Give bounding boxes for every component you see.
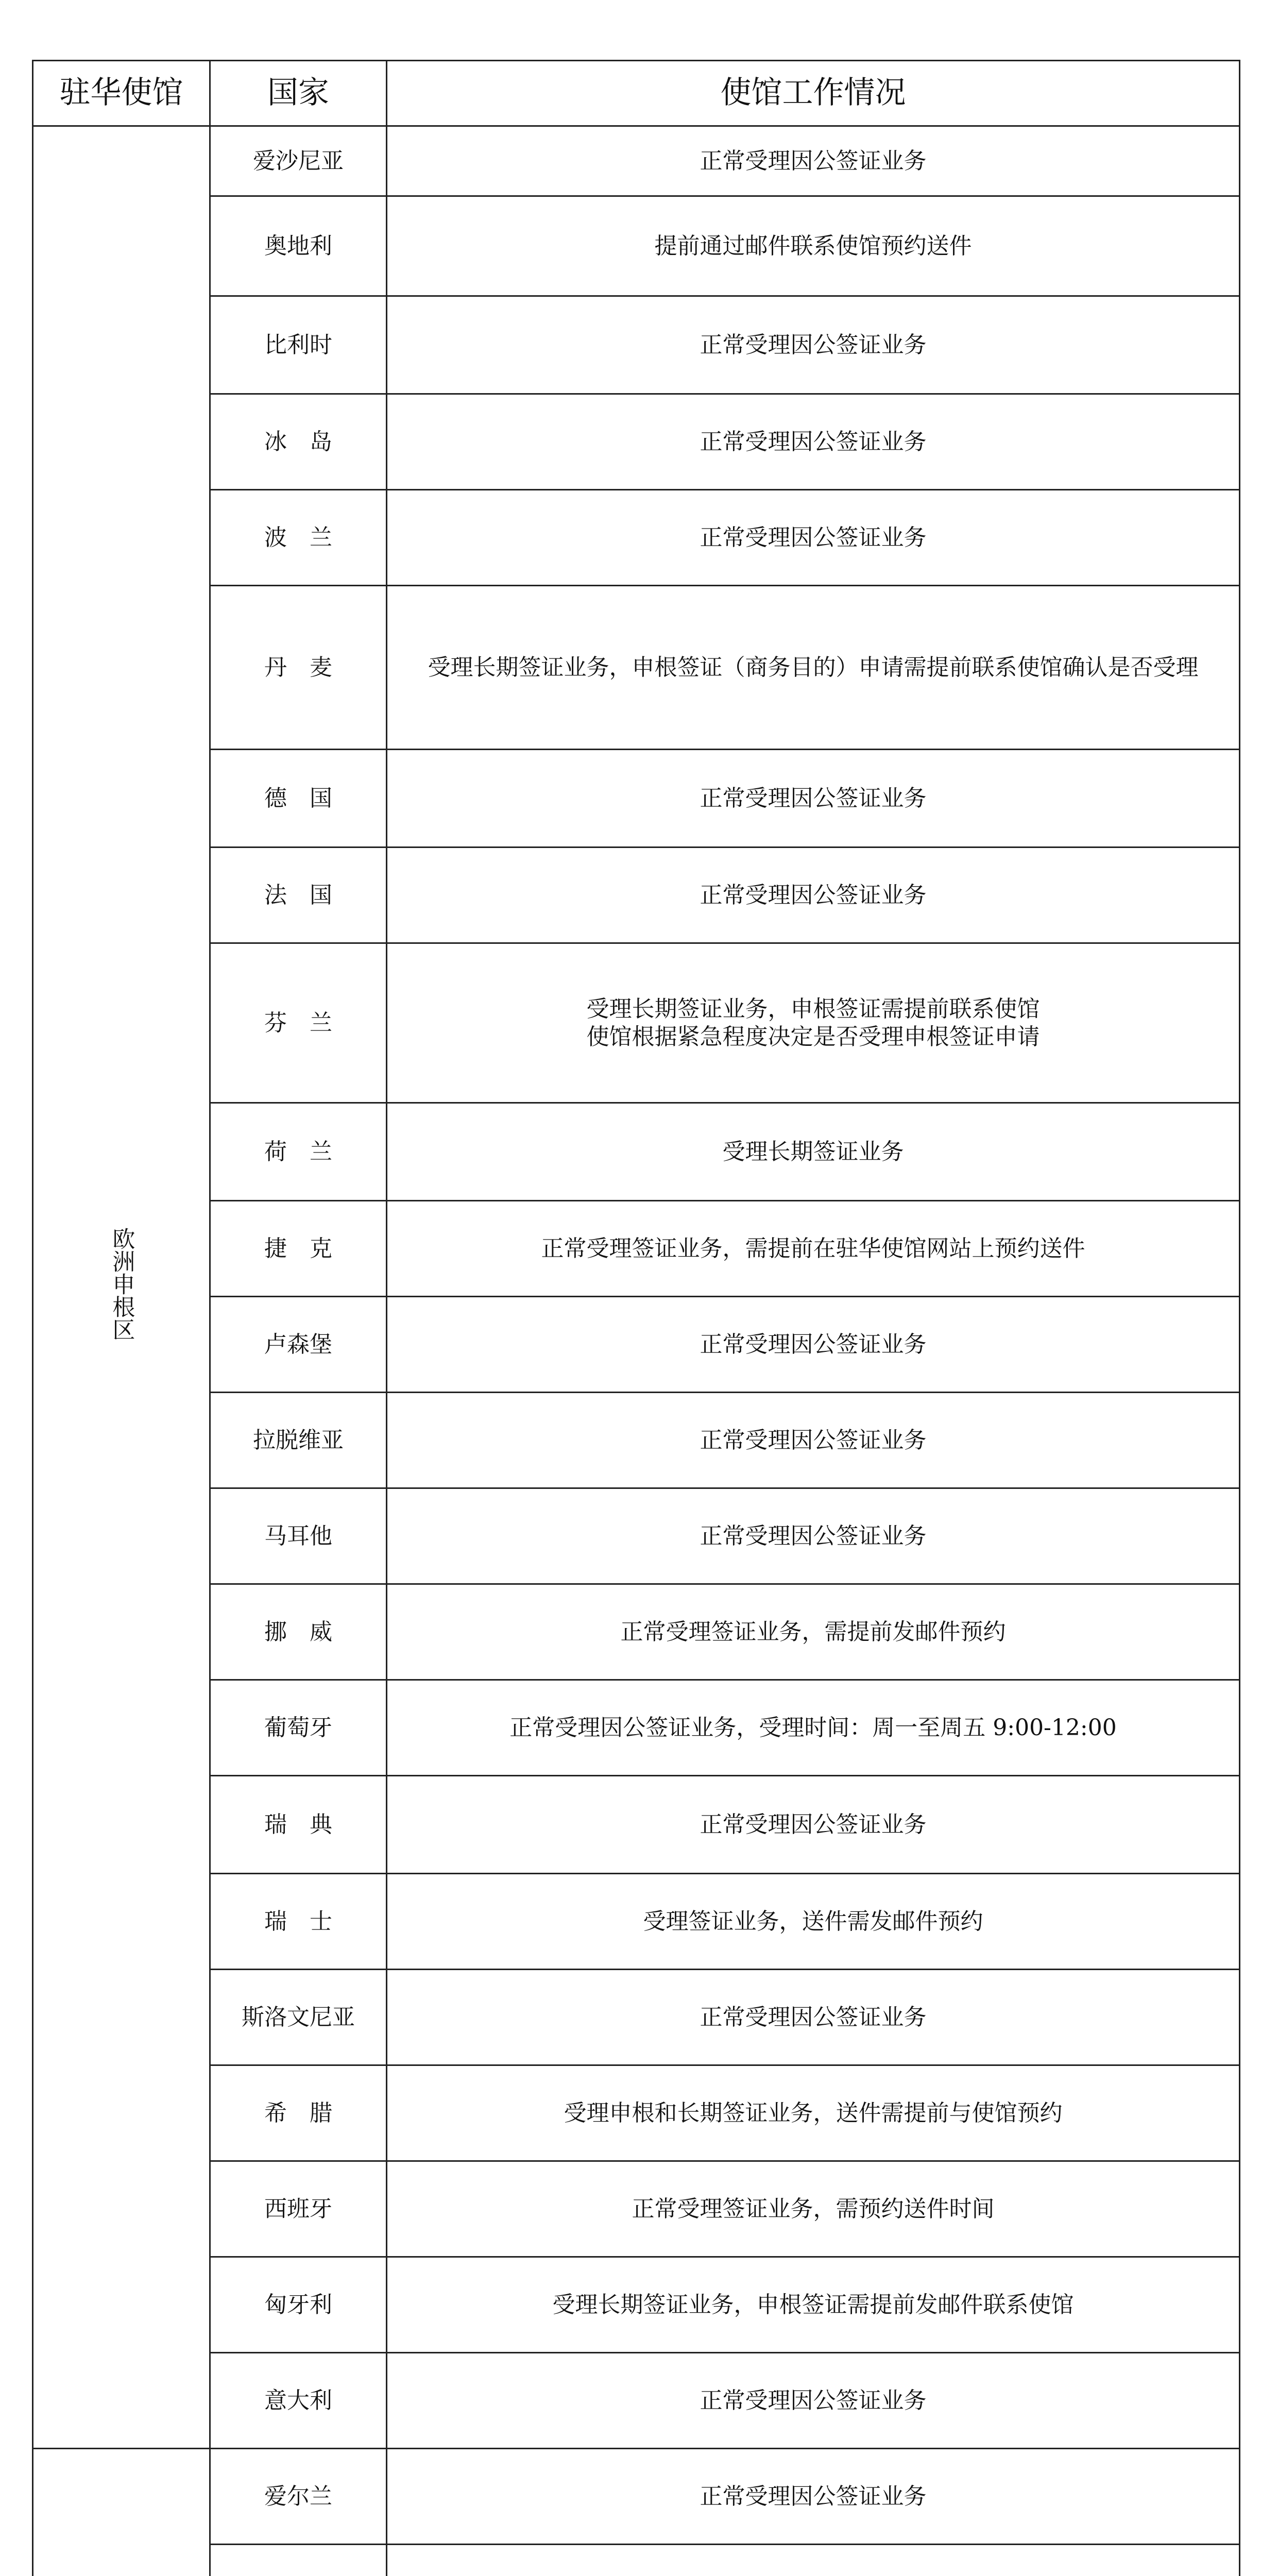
region-cell bbox=[33, 126, 210, 2449]
status-cell: 正常受理因公签证业务 bbox=[387, 1393, 1240, 1488]
country-cell: 德 国 bbox=[210, 750, 387, 848]
table-row bbox=[33, 586, 1240, 750]
status-cell: 受理长期签证业务，申根签证需提前联系使馆 使馆根据紧急程度决定是否受理申根签证申请 bbox=[387, 943, 1240, 1103]
header-country: 国家 bbox=[210, 61, 387, 126]
status-cell: 正常受理因公签证业务 bbox=[387, 2353, 1240, 2449]
country-cell: 匈牙利 bbox=[210, 2257, 387, 2353]
table-row bbox=[33, 750, 1240, 848]
country-cell: 卢森堡 bbox=[210, 1297, 387, 1393]
country-cell: 马耳他 bbox=[210, 1488, 387, 1584]
table-row bbox=[33, 1297, 1240, 1393]
country-cell: 希 腊 bbox=[210, 2065, 387, 2161]
country-cell: 波 兰 bbox=[210, 490, 387, 586]
table-row bbox=[33, 2545, 1240, 2576]
status-cell: 正常受理因公签证业务，受理时间：周一至周五 9:00-12:00 bbox=[387, 1680, 1240, 1776]
country-cell bbox=[210, 2545, 387, 2576]
region-label: 欧洲申根区 bbox=[108, 1227, 135, 1341]
status-cell: 正常受理因公签证业务 bbox=[387, 1776, 1240, 1874]
country-cell: 斯洛文尼亚 bbox=[210, 1970, 387, 2065]
country-cell: 丹 麦 bbox=[210, 586, 387, 750]
status-cell: 受理申根和长期签证业务，送件需提前与使馆预约 bbox=[387, 2065, 1240, 2161]
table-row bbox=[33, 196, 1240, 296]
table-row bbox=[33, 1776, 1240, 1874]
table-row bbox=[33, 1201, 1240, 1297]
table-row bbox=[33, 2065, 1240, 2161]
status-cell: 受理长期签证业务，申根签证（商务目的）申请需提前联系使馆确认是否受理 bbox=[387, 586, 1240, 750]
country-cell: 爱尔兰 bbox=[210, 2449, 387, 2545]
table-row bbox=[33, 2257, 1240, 2353]
status-cell: 正常受理签证业务，需提前发邮件预约 bbox=[387, 1584, 1240, 1680]
country-cell: 挪 威 bbox=[210, 1584, 387, 1680]
table-row bbox=[33, 1393, 1240, 1488]
table-row bbox=[33, 848, 1240, 943]
status-cell: 受理长期签证业务，申根签证需提前发邮件联系使馆 bbox=[387, 2257, 1240, 2353]
table-row bbox=[33, 2449, 1240, 2545]
table-row bbox=[33, 943, 1240, 1103]
visa-status-table bbox=[32, 60, 1240, 2576]
status-cell: 正常受理因公签证业务 bbox=[387, 490, 1240, 586]
status-cell bbox=[387, 2545, 1240, 2576]
status-cell: 正常受理因公签证业务 bbox=[387, 1970, 1240, 2065]
table-row bbox=[33, 490, 1240, 586]
status-cell: 正常受理因公签证业务 bbox=[387, 126, 1240, 196]
country-cell: 西班牙 bbox=[210, 2161, 387, 2257]
table-row bbox=[33, 2353, 1240, 2449]
status-cell: 正常受理签证业务，需预约送件时间 bbox=[387, 2161, 1240, 2257]
region-cell bbox=[33, 2449, 210, 2576]
status-cell: 正常受理因公签证业务 bbox=[387, 296, 1240, 394]
table-row bbox=[33, 1488, 1240, 1584]
country-cell: 捷 克 bbox=[210, 1201, 387, 1297]
country-cell: 奥地利 bbox=[210, 196, 387, 296]
table-row bbox=[33, 394, 1240, 490]
country-cell: 瑞 典 bbox=[210, 1776, 387, 1874]
status-cell: 提前通过邮件联系使馆预约送件 bbox=[387, 196, 1240, 296]
status-cell: 正常受理因公签证业务 bbox=[387, 1297, 1240, 1393]
table-header-row bbox=[33, 61, 1240, 126]
table-row bbox=[33, 1584, 1240, 1680]
table-row bbox=[33, 1970, 1240, 2065]
status-cell: 受理长期签证业务 bbox=[387, 1103, 1240, 1201]
header-embassy: 驻华使馆 bbox=[33, 61, 210, 126]
status-cell: 正常受理因公签证业务 bbox=[387, 848, 1240, 943]
country-cell: 芬 兰 bbox=[210, 943, 387, 1103]
status-cell: 正常受理因公签证业务 bbox=[387, 750, 1240, 848]
status-cell: 正常受理因公签证业务 bbox=[387, 394, 1240, 490]
country-cell: 爱沙尼亚 bbox=[210, 126, 387, 196]
table-row bbox=[33, 126, 1240, 196]
country-cell: 比利时 bbox=[210, 296, 387, 394]
table-row bbox=[33, 296, 1240, 394]
table-body bbox=[33, 126, 1240, 2576]
header-status: 使馆工作情况 bbox=[387, 61, 1240, 126]
country-cell: 冰 岛 bbox=[210, 394, 387, 490]
country-cell: 荷 兰 bbox=[210, 1103, 387, 1201]
table-row bbox=[33, 1874, 1240, 1970]
status-cell: 受理签证业务，送件需发邮件预约 bbox=[387, 1874, 1240, 1970]
table-row bbox=[33, 1680, 1240, 1776]
table-row bbox=[33, 2161, 1240, 2257]
status-cell: 正常受理因公签证业务 bbox=[387, 2449, 1240, 2545]
country-cell: 拉脱维亚 bbox=[210, 1393, 387, 1488]
country-cell: 意大利 bbox=[210, 2353, 387, 2449]
country-cell: 瑞 士 bbox=[210, 1874, 387, 1970]
country-cell: 法 国 bbox=[210, 848, 387, 943]
table-row bbox=[33, 1103, 1240, 1201]
status-cell: 正常受理因公签证业务 bbox=[387, 1488, 1240, 1584]
status-cell: 正常受理签证业务，需提前在驻华使馆网站上预约送件 bbox=[387, 1201, 1240, 1297]
country-cell: 葡萄牙 bbox=[210, 1680, 387, 1776]
